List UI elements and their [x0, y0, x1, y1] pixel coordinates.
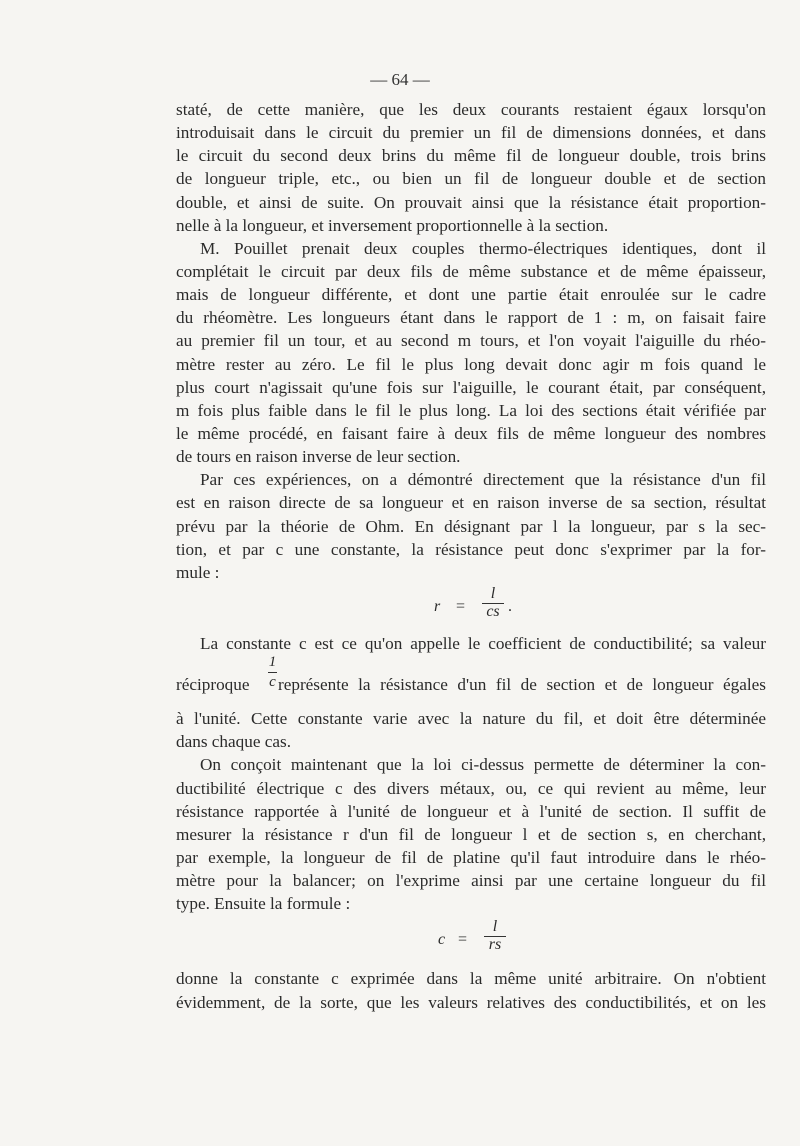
text-line: M. Pouillet prenait deux couples thermo-électriques identiques, dont il — [200, 238, 766, 258]
paragraph-4 — [176, 632, 766, 753]
inline-fraction — [268, 655, 277, 690]
text-line: mule : — [176, 562, 220, 582]
paragraph-5 — [176, 753, 766, 915]
text-line: de longueur triple, etc., ou bien un fil de longueur double et de section — [176, 169, 766, 189]
text-line: à l'unité. Cette constante varie avec la nature du fil, et doit être déterminée — [176, 709, 766, 729]
formula-equals: = — [456, 597, 466, 615]
text-line: le même procédé, en faisant faire à deux fils de même longueur des nombres — [176, 423, 766, 443]
formula-period: . — [508, 597, 512, 615]
text-line: évidemment, de la sorte, que les valeurs relatives des conductibilités, et on les — [176, 992, 766, 1012]
paragraph-3 — [176, 468, 766, 584]
text-line: tion, et par c une constante, la résistance peut donc s'exprimer par la for- — [176, 539, 766, 559]
text-line: au premier fil un tour, et au second m tours, et l'on voyait l'aiguille du rhéo- — [176, 331, 766, 351]
formula-lhs: c — [438, 931, 446, 949]
formula-denominator: rs — [488, 936, 502, 954]
formula-fraction — [482, 586, 504, 621]
text-line: mais de longueur différente, et dont une partie était enroulée sur le cadre — [176, 285, 766, 305]
text-line: Par ces expériences, on a démontré directement que la résistance d'un fil — [200, 470, 766, 490]
paragraph-1 — [176, 98, 766, 237]
text-line: La constante c est ce qu'on appelle le coefficient de conductibilité; sa valeur — [200, 633, 766, 653]
fraction-numerator: 1 — [268, 654, 277, 671]
text-line: du rhéomètre. Les longueurs étant dans le rapport de 1 : m, on faisait faire — [176, 308, 766, 328]
text-line-with-fraction — [176, 655, 766, 707]
text-line: mesurer la résistance r d'un fil de longueur l et de section s, en cherchant, — [176, 824, 766, 844]
fraction-denominator: c — [269, 674, 276, 691]
text-line: nelle à la longueur, et inversement proportionnelle à la section. — [176, 215, 609, 235]
text-line: résistance rapportée à l'unité de longueur et à l'unité de section. Il suffit de — [176, 801, 766, 821]
formula-numerator: l — [490, 584, 496, 602]
text-line: introduisait dans le circuit du premier un fil de dimensions données, et dans — [176, 123, 766, 143]
formula-lhs: r — [434, 597, 441, 615]
page-number: — 64 — — [370, 70, 430, 89]
text-line: staté, de cette manière, que les deux courants restaient égaux lorsqu'on — [176, 100, 766, 119]
text-line: dans chaque cas. — [176, 732, 292, 752]
text-line: double, et ainsi de suite. On prouvait ainsi que la résistance était proportion- — [176, 192, 766, 212]
formula-conductivity — [176, 915, 766, 967]
text-line: le circuit du second deux brins du même fil de longueur double, trois brins — [176, 146, 766, 166]
text-line: prévu par la théorie de Ohm. En désignant par l la longueur, par s la sec- — [176, 516, 766, 536]
text-segment: réciproque — [176, 675, 250, 695]
formula-denominator: cs — [486, 602, 500, 620]
paragraph-6 — [176, 967, 766, 1013]
text-line: m fois plus faible dans le fil le plus long. La loi des sections était vérifiée par — [176, 400, 766, 420]
text-line: On conçoit maintenant que la loi ci-dessus permette de déterminer la con- — [200, 755, 766, 775]
fraction-bar — [268, 672, 277, 673]
formula-fraction — [484, 919, 506, 954]
text-line: ductibilité électrique c des divers métaux, ou, ce qui revient au même, leur — [176, 778, 766, 798]
text-line: type. Ensuite la formule : — [176, 894, 351, 914]
paragraph-2 — [176, 237, 766, 468]
body-text — [176, 98, 766, 1014]
text-line: plus court n'agissait qu'une fois sur l'aiguille, le courant était, par conséquent, — [176, 377, 766, 397]
formula-resistance — [176, 584, 766, 632]
text-line: mètre pour la balancer; on l'exprime ainsi par une certaine longueur du fil — [176, 871, 766, 891]
formula-numerator: l — [492, 918, 498, 936]
text-line: donne la constante c exprimée dans la même unité arbitraire. On n'obtient — [176, 969, 766, 989]
text-line: mètre rester au zéro. Le fil le plus long devait donc agir m fois quand le — [176, 354, 766, 374]
text-line: de tours en raison inverse de leur section. — [176, 447, 461, 467]
text-line: par exemple, la longueur de fil de platine qu'il faut introduire dans le rhéo- — [176, 847, 766, 867]
text-line: est en raison directe de sa longueur et en raison inverse de sa section, résultat — [176, 493, 766, 513]
formula-equals: = — [458, 931, 468, 949]
text-segment: représente la résistance d'un fil de section et de longueur égales — [278, 675, 766, 695]
text-line: complétait le circuit par deux fils de même substance et de même épaisseur, — [176, 261, 766, 281]
